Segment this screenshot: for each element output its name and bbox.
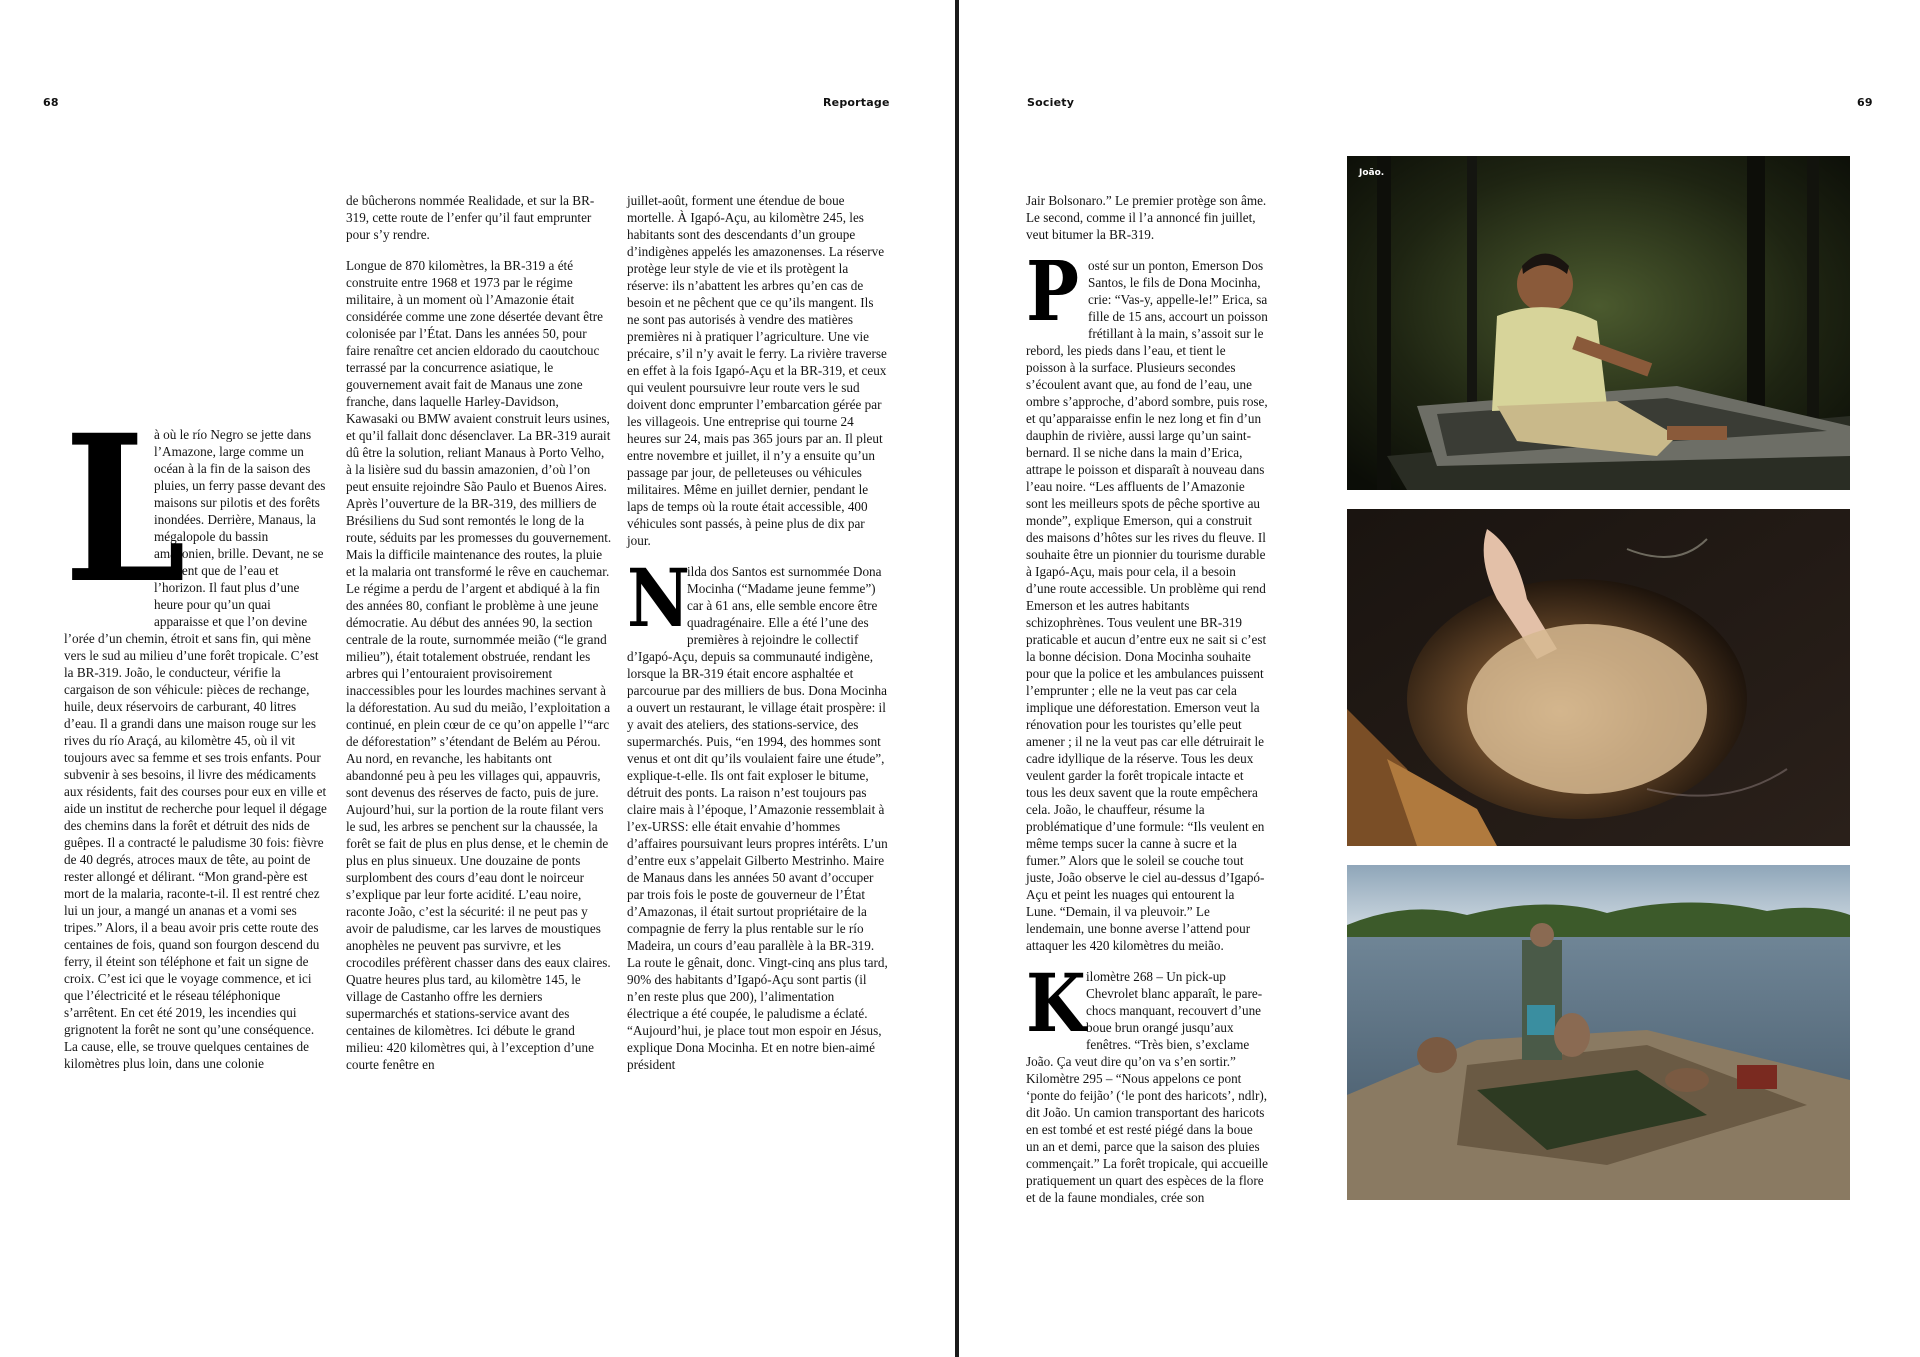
paragraph-text: ilomètre 268 – Un pick-up Chevrolet blanc apparaît, le pare-chocs manquant, recouvert d’une boue brun orangé jusqu’aux fenêtres. “Très bien, s’exclame João. Ça veut dire qu’on va s’en sortir.” Kilomètre 295 – “Nous appelons ce pont ‘ponte do feijão’ (‘le pont des haricots’, ndlr), dit João. Un camion transportant des haricots en est tombé et est resté piégé dans la boue un an et demi, parce que la saison des pluies commençait.” La forêt tropicale, qui accueille pratiquement un quart des espèces de la flore et de la faune mondiales, crée son	[1026, 969, 1269, 1205]
page-number-left: 68	[43, 96, 59, 109]
section-label-society: Society	[1027, 96, 1075, 109]
right-column-1	[1026, 192, 1268, 1206]
drop-cap-l: L	[64, 390, 187, 628]
article-paragraph: Jair Bolsonaro.” Le premier protège son âme. Le second, comme il l’a annoncé fin juillet, veut bitumer la BR-319.	[1026, 193, 1267, 242]
photo-joao-in-boat	[1347, 156, 1850, 490]
article-paragraph	[627, 551, 889, 1073]
article-paragraph	[64, 390, 328, 1072]
photo-dock-on-lake	[1347, 865, 1850, 1200]
left-column-2	[346, 192, 612, 1073]
article-paragraph: juillet-août, forment une étendue de boue mortelle. À Igapó-Açu, au kilomètre 245, les habitants sont des descendants d’un groupe d’indigènes appelés les amazonenses. La réserve protège leur style de vie et ils protègent la réserve: ils n’abattent les arbres qu’en cas de besoin et ne pêchent que ce qu’ils mangent. Ils ne sont pas autorisés à vendre des matières premières ni à pratiquer l’agriculture. Une vie précaire, s’il n’y avait le ferry. La rivière traverse en effet à la fois Igapó-Açu et la BR-319, et ceux qui veulent poursuivre leur route vers le sud doivent donc emprunter l’embarcation gérée par les villageois. Une entreprise qui tourne 24 heures sur 24, mais pas 365 jours par an. Il pleut entre novembre et juillet, il n’y a ensuite qu’un passage par jour, de pelleteuses ou véhicules militaires. Même en juillet dernier, pendant le laps de temps où la route était accessible, 400 véhicules sont passés, à peine plus de dix par jour.	[627, 193, 887, 548]
left-column-1	[64, 390, 328, 1072]
photo-joao-image	[1347, 156, 1850, 490]
article-paragraph	[1026, 956, 1269, 1206]
right-page	[959, 0, 1920, 1357]
photo-dock-image	[1347, 865, 1850, 1200]
photo-river-dolphin	[1347, 509, 1850, 846]
paragraph-text: ilda dos Santos est surnommée Dona Mocinha (“Madame jeune femme”) car à 61 ans, elle semble encore être quadragénaire. Elle a été l’une des premières à rejoindre le collectif d’Igapó-Açu, depuis sa communauté indigène, lorsque la BR-319 était encore asphaltée et parcourue par des milliers de bus. Dona Mocinha a ouvert un restaurant, le village était prospère: il y avait des ateliers, des stations-service, des supermarchés. Puis, “en 1994, des hommes sont venus et ont dit qu’ils voulaient faire une étude”, explique-t-elle. Ils ont fait exploser le bitume, détruit des ponts. La raison n’est toujours pas claire mais à l’époque, l’Amazonie ressemblait à l’ex-URSS: elle était envahie d’hommes d’affaires poursuivant leurs propres intérêts. L’un d’entre eux s’appelait Gilberto Mestrinho. Maire de Manaus dans les années 50 avant d’occuper par trois fois le poste de gouverneur de l’État d’Amazonas, il était surtout propriétaire de la compagnie de ferry la plus rentable sur le río Madeira, un cours d’eau parallèle à la BR-319. La route le gênait, donc. Vingt-cinq ans plus tard, 90% des habitants d’Igapó-Açu sont partis (il n’en reste plus que 200), l’alimentation électrique a été coupée, le paludisme a éclaté. “Aujourd’hui, je place tout mon espoir en Jésus, explique Dona Mocinha. Et en notre bien-aimé président	[627, 564, 888, 1072]
photo-caption: João.	[1359, 168, 1385, 178]
section-label-reportage: Reportage	[823, 96, 890, 109]
left-page	[0, 0, 955, 1357]
paragraph-text: à où le río Negro se jette dans l’Amazone, large comme un océan à la fin de la saison des pluies, un ferry passe devant des maisons sur pilotis et des forêts inondées. Derrière, Manaus, la mégalopole du bassin amazonien, brille. Devant, ne se trouvent que de l’eau et l’horizon. Il faut plus d’une heure pour qu’un quai apparaisse et que l’on devine l’orée d’un chemin, étroit et sans fin, qui mène vers le sud au milieu d’une forêt tropicale. C’est la BR-319. João, le conducteur, vérifie la cargaison de son véhicule: pièces de rechange, huile, deux réservoirs de carburant, 40 litres d’eau. Il a grandi dans une maison rouge sur les rives du río Araçá, au kilomètre 45, où il vit toujours avec sa femme et ses trois enfants. Pour subvenir à ses besoins, il livre des médicaments aux résidents, fait des courses pour eux en ville et aide un institut de recherche pour lequel il dégage des chemins dans la forêt et détruit des nids de guêpes. Il a contracté le paludisme 30 fois: fièvre de 40 degrés, atroces maux de tête, au point de rester allongé et délirant. “Mon grand-père est mort de la malaria, raconte-t-il. Il est rentré chez lui un jour, a mangé un ananas et a vomi ses tripes.” Alors, il a beau avoir pris cette route des centaines de fois, quand son fourgon descend du ferry, il éteint son téléphone et fait un signe de croix. C’est ici que le voyage commence, et ici que l’électricité et le réseau téléphonique s’arrêtent. En cet été 2019, les incendies qui grignotent la forêt ne sont qu’une conséquence. La cause, elle, se trouve quelques centaines de kilomètres plus loin, dans une colonie	[64, 427, 327, 1071]
drop-cap-k: K	[1026, 956, 1086, 1050]
drop-cap-p: P	[1026, 244, 1080, 340]
paragraph-text: osté sur un ponton, Emerson Dos Santos, le fils de Dona Mocinha, crie: “Vas-y, appelle-le!” Erica, sa fille de 15 ans, accourt un poisson frétillant à la main, s’assoit sur le rebord, les pieds dans l’eau, et tient le poisson à la surface. Plusieurs secondes s’écoulent avant que, au fond de l’eau, une ombre s’approche, d’abord sombre, puis rose, et qu’apparaisse enfin le nez long et fin d’un dauphin de rivière, aussi large qu’un saint-bernard. Il se niche dans la main d’Erica, attrape le poisson et disparaît à nouveau dans l’eau noire. “Les affluents de l’Amazonie sont les meilleurs spots de pêche sportive au monde”, explique Emerson, qui a construit des maisons d’hôtes sur les rives du fleuve. Il souhaite être un pionnier du tourisme durable à Igapó-Açu, mais pour cela, il a besoin d’une route accessible. Un problème qui rend Emerson et les autres habitants schizophrènes. Tous veulent une BR-319 praticable et aucun d’entre eux ne sait si c’est la bonne décision. Dona Mocinha souhaite pour que la police et les ambulances puissent l’emprunter ; elle ne la veut pas car cela implique une déforestation. Emerson veut la rénovation pour les touristes qu’elle peut amener ; il ne la veut pas car elle détruirait le cadre idyllique de la réserve. Tous les deux veulent garder la forêt tropicale intacte et tous les deux savent que la route empêchera cela. João, le chauffeur, résume la problématique d’une formule: “Ils veulent en même temps sucer la canne à sucre et la fumer.” Alors que le soleil se couche tout juste, João observe le ciel au-dessus d’Igapó-Açu et peint les nuages qui entourent la Lune. “Demain, il va pleuvoir.” Le lendemain, une bonne averse l’attend pour attaquer les 420 kilomètres du meião.	[1026, 258, 1268, 953]
left-column-3	[627, 192, 889, 1073]
photo-dolphin-image	[1347, 509, 1850, 846]
article-paragraph: Longue de 870 kilomètres, la BR-319 a été construite entre 1968 et 1973 par le régime militaire, à un moment où l’Amazonie était considérée comme une zone désertée devant être colonisée par l’État. Dans les années 50, pour faire renaître cet ancien eldorado du caoutchouc terrassé par la concurrence asiatique, le gouvernement avait fait de Manaus une zone franche, dans laquelle Harley-Davidson, Kawasaki ou BMW avaient construit leurs usines, et qu’il fallait donc désenclaver. La BR-319 aurait dû être la solution, reliant Manaus à Porto Velho, à la lisière sud du bassin amazonien, d’où l’on peut ensuite rejoindre São Paulo et Buenos Aires. Après l’ouverture de la BR-319, des milliers de Brésiliens du Sud sont remontés le long de la route, séduits par les promesses du gouvernement. Mais la difficile maintenance des routes, la pluie et la malaria ont transformé le rêve en cauchemar. Le régime a perdu de l’argent et abdiqué à la fin des années 80, confiant le problème à une jeune démocratie. Au début des années 90, la section centrale de la route, surnommée meião (“le grand milieu”), était totalement obstruée, rendant les arbres qui l’entouraient provisoirement inaccessibles pour les lourdes machines servant à la déforestation. Au sud du meião, l’exploitation a continué, en plein cœur de ce qu’on appelle l’“arc de déforestation” s’étendant de Belém au Pérou. Au nord, en revanche, les habitants ont abandonné peu à peu les villages qui, appauvris, sont devenus des réserves de facto, puis de jure. Aujourd’hui, sur la portion de la route filant vers le sud, les arbres se penchent sur la chaussée, la forêt se fait de plus en plus dense, et le chemin de plus en plus sinueux. Une douzaine de ponts surplombent des cours d’eau dont le noirceur s’explique par leur forte acidité. L’eau noire, raconte João, c’est la sécurité: il ne peut pas y avoir de paludisme, car les larves de moustiques anophèles ne peuvent pas survivre, et les crocodiles préfèrent chasser dans des eaux claires. Quatre heures plus tard, au kilomètre 145, le village de Castanho offre les derniers supermarchés et stations-service avant des centaines de kilomètres. Ici débute le grand milieu: 420 kilomètres qui, à l’exception d’une courte fenêtre en	[346, 258, 612, 1072]
article-paragraph	[1026, 244, 1268, 954]
page-number-right: 69	[1857, 96, 1873, 109]
article-paragraph: de bûcherons nommée Realidade, et sur la BR-319, cette route de l’enfer qu’il faut emprunter pour s’y rendre.	[346, 193, 595, 242]
drop-cap-n: N	[627, 551, 690, 645]
